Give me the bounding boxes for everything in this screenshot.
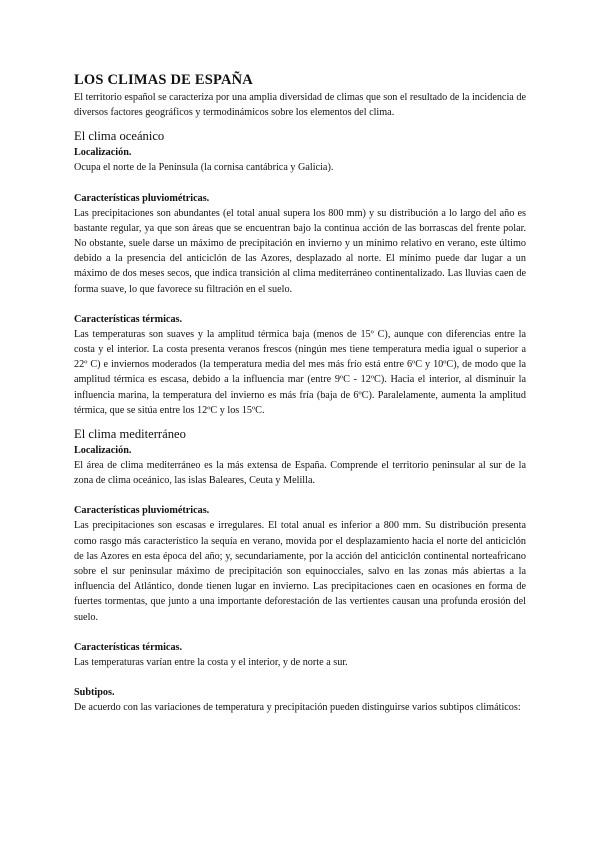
mediterranean-pluviometric-label: Características pluviométricas. [74, 505, 210, 517]
mediterranean-pluviometric-text: Las precipitaciones son escasas e irregulares. El total anual es inferior a 800 mm. Su distribución presenta como rasgo más característico la sequía en verano, movida por el desplazamiento hacia el norte del anticiclón de las Azores en esta época del año; y, secundariamente, por la acción del anticiclón continental norteafricano sobre el sur peninsular máximo de precipitación son equinocciales, salvo en las zonas más abiertas a la influencia del Atlántico, donde tienen lugar en invierno. Las precipitaciones caen en ocasiones en forma de fuertes tormentas, que junto a una importante deforestación de las vertientes causan una profunda erosión del suelo. [74, 520, 526, 623]
mediterranean-thermal-text: Las temperaturas varían entre la costa y el interior, y de norte a sur. [74, 656, 348, 668]
mediterranean-location-label: Localización. [74, 445, 132, 457]
mediterranean-thermal-label: Características térmicas. [74, 641, 183, 653]
oceanic-pluviometric-label: Características pluviométricas. [74, 192, 210, 204]
oceanic-location-label: Localización. [74, 147, 132, 159]
oceanic-location-text: Ocupa el norte de la Península (la cornisa cantábrica y Galicia). [74, 162, 334, 174]
mediterranean-subtypes-label: Subtipos. [74, 687, 115, 699]
mediterranean-heading: El clima mediterráneo [74, 427, 186, 442]
oceanic-thermal-text: Las temperaturas son suaves y la amplitud térmica baja (menos de 15º C), aunque con diferencias entre la costa y el interior. La costa presenta veranos frescos (ningún mes tiene temperatura media igual o superior a 22º C) e inviernos moderados (la temperatura media del mes más frío está entre 6ºC y 10ºC), de modo que la amplitud térmica es escasa, debido a la influencia mar (entre 9ºC - 12ºC). Hacia el interior, al disminuir la influencia marina, la temperatura del invierno es más fría (baja de 6ºC). Paralelamente, aumenta la amplitud térmica, que se sitúa entre los 12ºC y los 15ºC. [74, 328, 526, 416]
oceanic-pluviometric-text: Las precipitaciones son abundantes (el total anual supera los 800 mm) y su distribución a lo largo del año es bastante regular, ya que son áreas que se encuentran bajo la continua acción de las borrascas del frente polar. No obstante, suele darse un máximo de precipitación en invierno y un mínimo relativo en verano, este último debido a la presencia del anticiclón de las Azores, desplazado al norte. El mínimo puede dar lugar a un máximo de dos meses secos, que indica transición al clima mediterráneo continentalizado. Las lluvias caen de forma suave, lo que favorece su filtración en el suelo. [74, 207, 526, 295]
mediterranean-location-text: El área de clima mediterráneo es la más extensa de España. Comprende el territorio peninsular al sur de la zona de clima oceánico, las islas Baleares, Ceuta y Melilla. [74, 460, 526, 487]
intro-paragraph: El territorio español se caracteriza por una amplia diversidad de climas que son el resultado de la incidencia de diversos factores geográficos y termodinámicos sobre los elementos del clima. [74, 92, 526, 119]
oceanic-heading: El clima oceánico [74, 129, 165, 144]
document-title: LOS CLIMAS DE ESPAÑA [74, 72, 253, 88]
oceanic-thermal-label: Características térmicas. [74, 313, 183, 325]
mediterranean-subtypes-text: De acuerdo con las variaciones de temperatura y precipitación pueden distinguirse varios subtipos climáticos: [74, 702, 521, 714]
